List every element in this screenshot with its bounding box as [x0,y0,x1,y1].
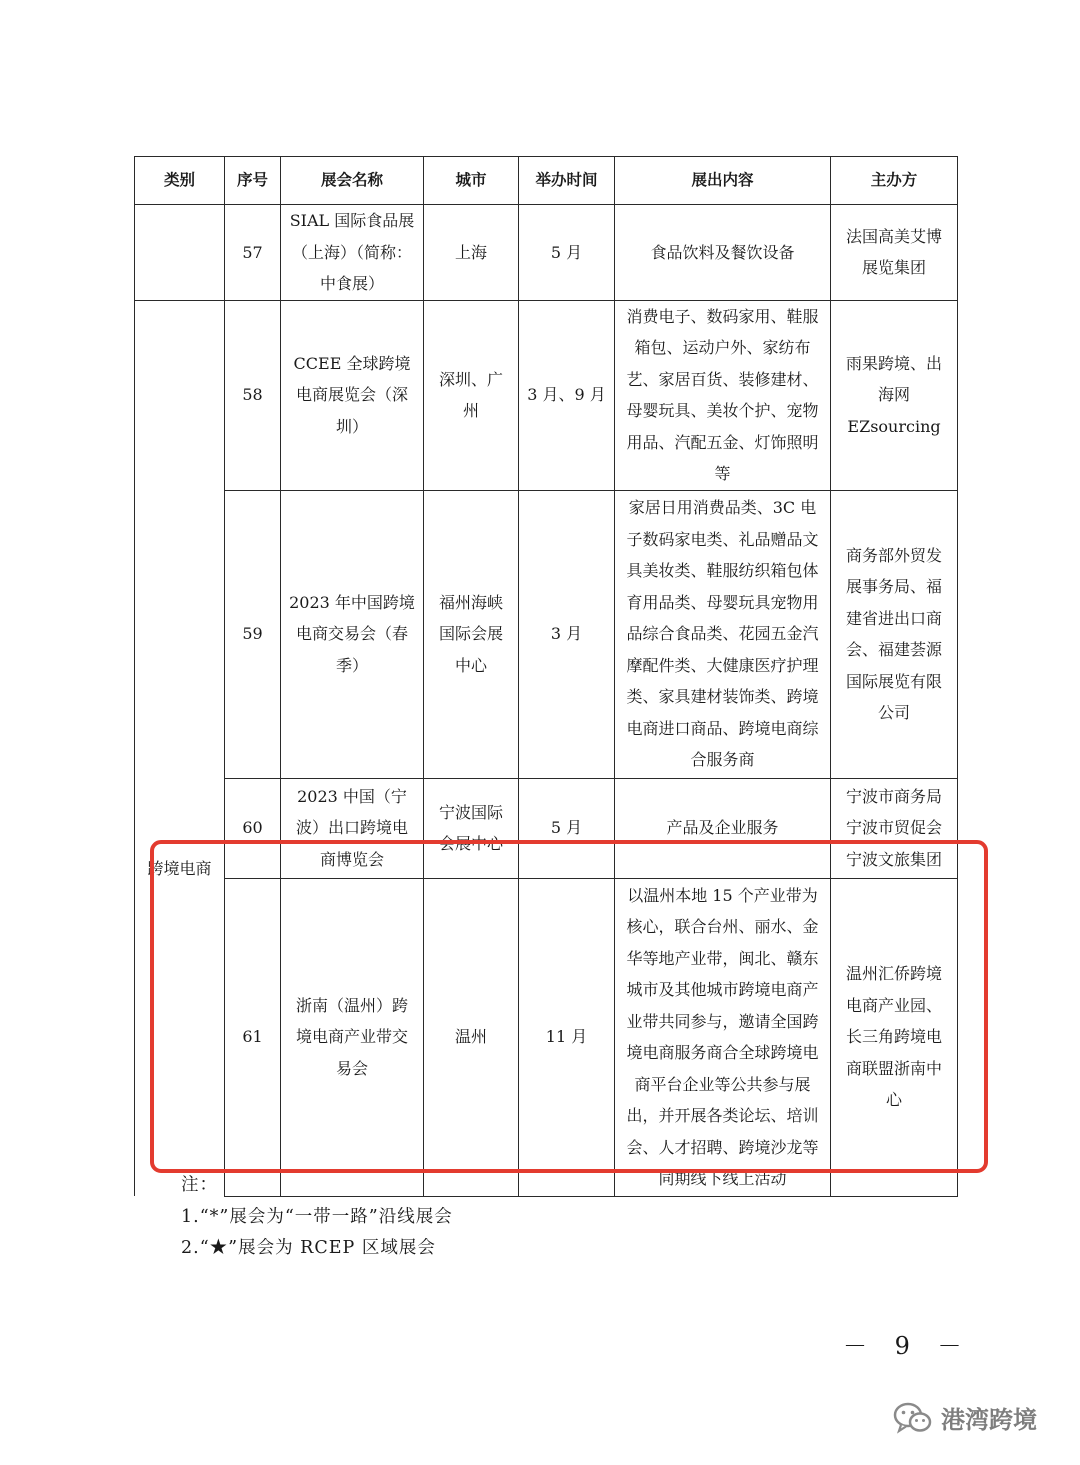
city: 上海 [424,205,519,301]
row-number: 57 [225,205,281,301]
exhibit-content: 消费电子、数码家用、鞋服箱包、运动户外、家纺布艺、家居百货、装修建材、母婴玩具、美妆个护、宠物用品、汽配五金、灯饰照明等 [615,300,831,490]
table-row [135,490,958,778]
category-cell-empty [135,205,225,301]
city: 温州 [424,878,519,1196]
header-category: 类别 [135,157,225,205]
watermark-text: 港湾跨境 [941,1406,1037,1434]
note-item: 1.“*”展会为“一带一路”沿线展会 [181,1206,453,1227]
category-label: 跨境电商 [147,858,212,878]
organizer: 法国高美艾博展览集团 [831,205,958,301]
city: 深圳、广州 [424,300,519,490]
header-organizer: 主办方 [831,157,958,205]
table-header-row [135,157,958,205]
header-number: 序号 [225,157,281,205]
notes-title: 注： [181,1175,218,1195]
city: 福州海峡国际会展中心 [424,490,519,778]
exhibit-content: 以温州本地 15 个产业带为核心，联合台州、丽水、金华等地产业带，闽北、赣东城市及其他城市跨境电商产业带共同参与，邀请全国跨境电商服务商合全球跨境电商平台企业等公共参与展出，并开展各类论坛、培训会、人才招聘、跨境沙龙等同期线下线上活动 [615,878,831,1196]
header-content: 展出内容 [615,157,831,205]
time: 5 月 [519,778,615,878]
organizer: 温州汇侨跨境电商产业园、长三角跨境电商联盟浙南中心 [831,878,958,1196]
exhibition-name: 2023 年中国跨境电商交易会（春季） [281,490,424,778]
notes [181,1170,453,1265]
note-item: 2.“★”展会为 RCEP 区域展会 [181,1238,436,1258]
highlight-box [150,840,988,1173]
page-number: － 9 － [843,1332,972,1360]
exhibit-content: 家居日用消费品类、3C 电子数码家电类、礼品赠品文具美妆类、鞋服纺织箱包体育用品类、母婴玩具宠物用品综合食品类、花园五金汽摩配件类、大健康医疗护理类、家具建材装饰类、跨境电商进口商品、跨境电商综合服务商 [615,490,831,778]
wechat-icon [893,1401,933,1435]
organizer: 宁波市商务局 宁波市贸促会 宁波文旅集团 [831,778,958,878]
header-name: 展会名称 [281,157,424,205]
row-number: 61 [225,878,281,1196]
organizer: 雨果跨境、出海网 EZsourcing [831,300,958,490]
row-number: 60 [225,778,281,878]
time: 5 月 [519,205,615,301]
header-time: 举办时间 [519,157,615,205]
header-city: 城市 [424,157,519,205]
organizer: 商务部外贸发展事务局、福建省进出口商会、福建荟源国际展览有限公司 [831,490,958,778]
time: 3 月、9 月 [519,300,615,490]
row-number: 58 [225,300,281,490]
city: 宁波国际会展中心 [424,778,519,878]
time: 11 月 [519,878,615,1196]
table-row [135,205,958,301]
exhibition-name: SIAL 国际食品展（上海）（简称：中食展） [281,205,424,301]
watermark [893,1400,1037,1435]
time: 3 月 [519,490,615,778]
exhibition-name: 浙南（温州）跨境电商产业带交易会 [281,878,424,1196]
exhibition-name: 2023 中国（宁波）出口跨境电商博览会 [281,778,424,878]
exhibition-name: CCEE 全球跨境电商展览会（深圳） [281,300,424,490]
row-number: 59 [225,490,281,778]
exhibit-content: 产品及企业服务 [615,778,831,878]
exhibit-content: 食品饮料及餐饮设备 [615,205,831,301]
table-row [135,300,958,490]
